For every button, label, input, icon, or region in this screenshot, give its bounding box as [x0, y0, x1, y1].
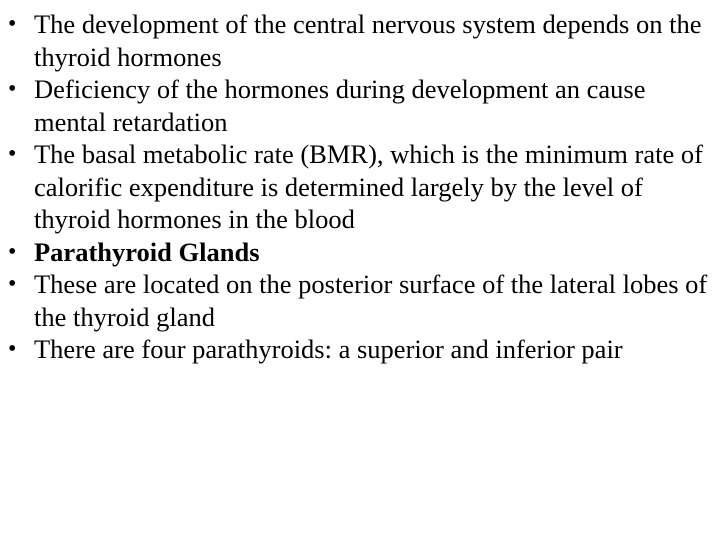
bullet-icon: • [8, 11, 17, 37]
bullet-text: The basal metabolic rate (BMR), which is the minimum rate of calorific expenditure is determined largely by the level of thyroid hormones in the blood [34, 139, 703, 234]
bullet-item-hormone-deficiency [6, 73, 714, 138]
bullet-text: There are four parathyroids: a superior and inferior pair [34, 334, 623, 364]
bullet-item-bmr [6, 138, 714, 236]
bullet-item-parathyroid-heading [6, 236, 714, 269]
bullet-text: Deficiency of the hormones during development an cause mental retardation [34, 74, 646, 137]
bullet-item-cns-development [6, 8, 714, 73]
bullet-text: The development of the central nervous system depends on the thyroid hormones [34, 9, 702, 72]
bullet-item-four-parathyroids [6, 333, 714, 366]
bullet-icon: • [8, 336, 17, 362]
bullet-text: These are located on the posterior surface of the lateral lobes of the thyroid gland [34, 269, 708, 332]
bullet-icon: • [8, 76, 17, 102]
bullet-item-location [6, 268, 714, 333]
bullet-list [6, 8, 714, 366]
section-heading: Parathyroid Glands [34, 236, 260, 267]
bullet-icon: • [8, 141, 17, 167]
bullet-icon: • [8, 271, 17, 297]
bullet-icon: • [8, 238, 17, 265]
